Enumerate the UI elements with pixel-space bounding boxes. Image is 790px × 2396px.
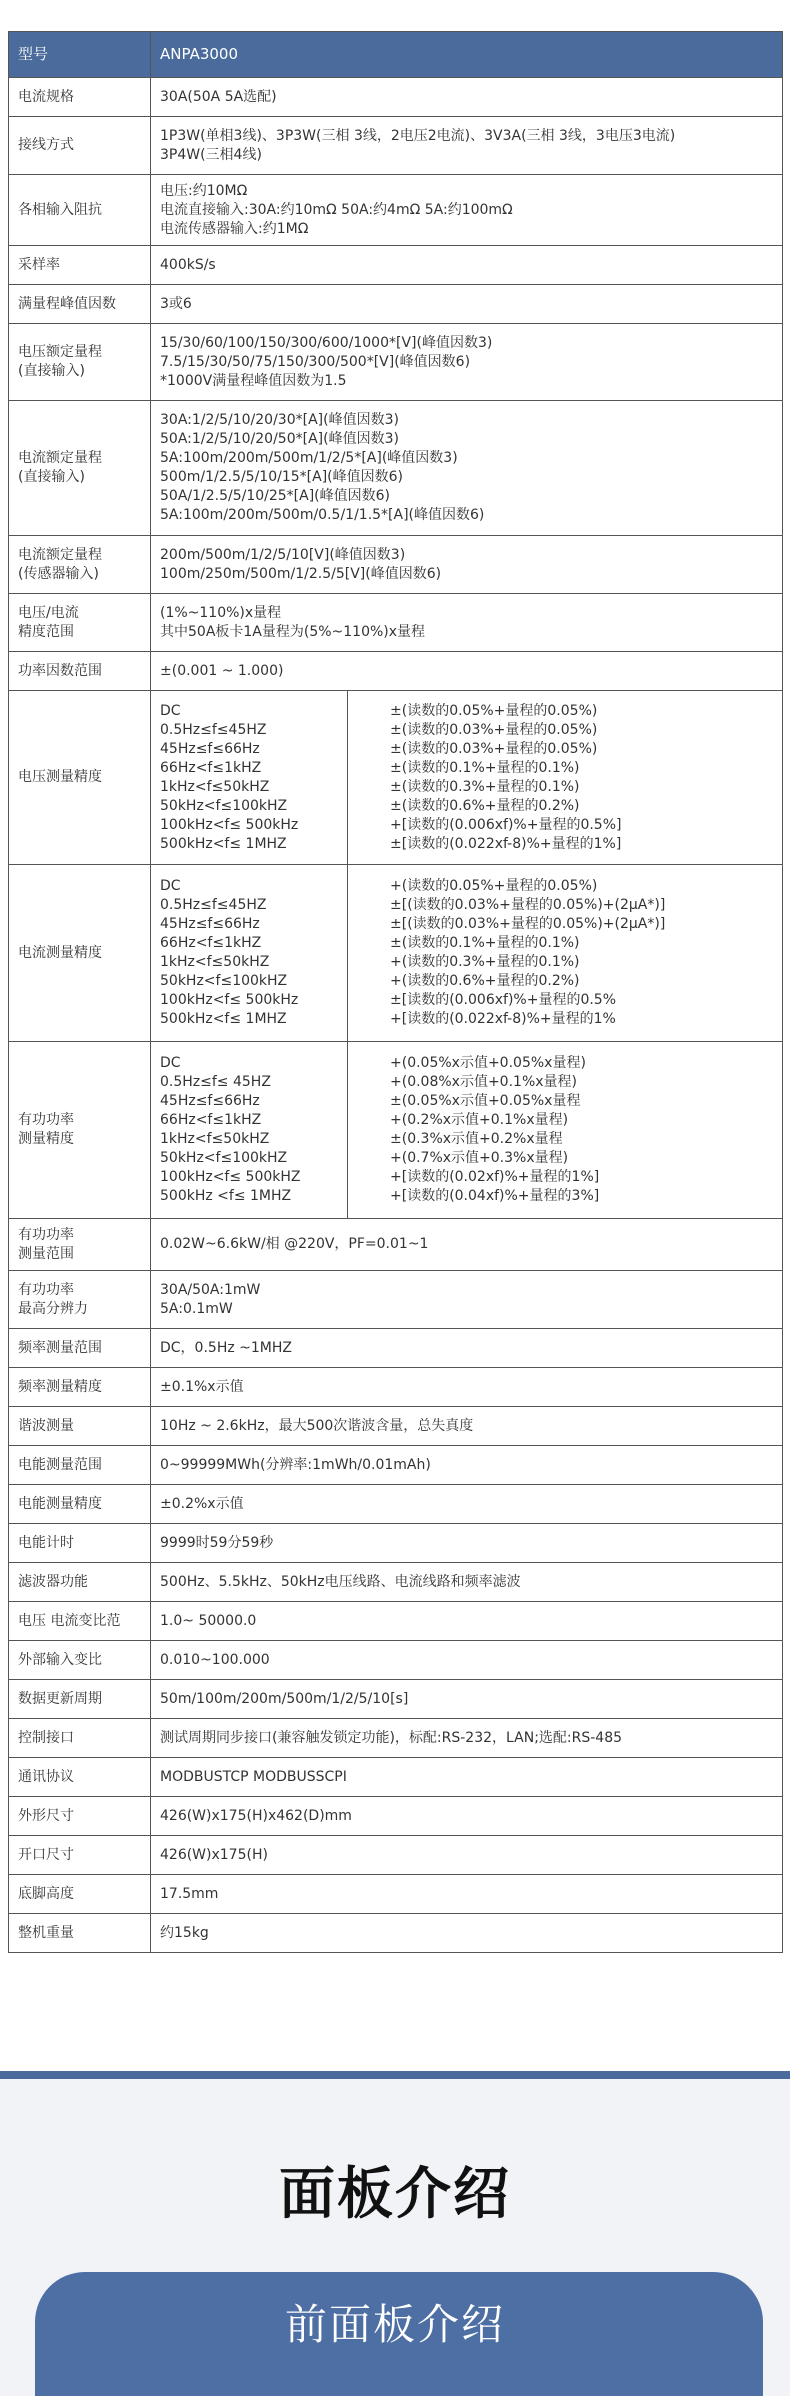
- row-label: 谐波测量: [9, 1407, 151, 1446]
- row-value: MODBUSTCP MODBUSSCPI: [151, 1758, 783, 1797]
- table-row: [9, 1368, 783, 1407]
- row-label: 电压 电流变比范: [9, 1602, 151, 1641]
- row-label: 电压/电流 精度范围: [9, 594, 151, 652]
- model-value: ANPA3000: [151, 32, 783, 78]
- row-value: 50m/100m/200m/500m/1/2/5/10[s]: [151, 1680, 783, 1719]
- row-value: 17.5mm: [151, 1875, 783, 1914]
- row-label: 频率测量范围: [9, 1329, 151, 1368]
- table-row: [9, 1446, 783, 1485]
- table-row: [9, 1407, 783, 1446]
- row-value: ±(0.001 ~ 1.000): [151, 652, 783, 691]
- row-label: 电流测量精度: [9, 865, 151, 1042]
- table-row: [9, 1875, 783, 1914]
- table-row: [9, 1836, 783, 1875]
- row-value: 0.02W~6.6kW/相 @220V，PF=0.01~1: [151, 1219, 783, 1271]
- row-label: 电压额定量程 (直接输入): [9, 324, 151, 401]
- row-label: 控制接口: [9, 1719, 151, 1758]
- row-value: 1.0~ 50000.0: [151, 1602, 783, 1641]
- table-row: [9, 1485, 783, 1524]
- table-row: [9, 1758, 783, 1797]
- table-row: [9, 1719, 783, 1758]
- table-row: [9, 1680, 783, 1719]
- table-row: [9, 1219, 783, 1271]
- spec-table: [8, 31, 783, 1953]
- row-value: DC，0.5Hz ~1MHZ: [151, 1329, 783, 1368]
- row-value: 0~99999MWh(分辨率:1mWh/0.01mAh): [151, 1446, 783, 1485]
- table-row: [9, 1042, 783, 1219]
- row-value: 30A/50A:1mW 5A:0.1mW: [151, 1271, 783, 1329]
- row-label: 外形尺寸: [9, 1797, 151, 1836]
- row-label: 外部输入变比: [9, 1641, 151, 1680]
- table-row: [9, 1914, 783, 1953]
- row-value: (1%~110%)x量程 其中50A板卡1A量程为(5%~110%)x量程: [151, 594, 783, 652]
- table-row: [9, 175, 783, 246]
- table-row: [9, 536, 783, 594]
- accuracy-list: +(0.05%x示值+0.05%x量程) +(0.08%x示值+0.1%x量程) ±(0.05%x示值+0.05%x量程 +(0.2%x示值+0.1%x量程) ±(0.3%x示值+0.2%x量程 +(0.7%x示值+0.3%x量程) +[读数的(0.02xf)%+量程的1%] +[读数的(0.04xf)%+量程的3%]: [348, 1042, 783, 1219]
- table-row: [9, 246, 783, 285]
- row-value: 426(W)x175(H)x462(D)mm: [151, 1797, 783, 1836]
- row-label: 频率测量精度: [9, 1368, 151, 1407]
- row-value: 约15kg: [151, 1914, 783, 1953]
- row-value: 500Hz、5.5kHz、50kHz电压线路、电流线路和频率滤波: [151, 1563, 783, 1602]
- row-value: 200m/500m/1/2/5/10[V](峰值因数3) 100m/250m/500m/1/2.5/5[V](峰值因数6): [151, 536, 783, 594]
- row-label: 采样率: [9, 246, 151, 285]
- row-label: 有功功率 测量精度: [9, 1042, 151, 1219]
- row-value: ±0.1%x示值: [151, 1368, 783, 1407]
- row-value: 电压:约10MΩ 电流直接输入:30A:约10mΩ 50A:约4mΩ 5A:约100mΩ 电流传感器输入:约1MΩ: [151, 175, 783, 246]
- table-row: [9, 1641, 783, 1680]
- section-divider: [0, 2071, 790, 2079]
- row-label: 电能计时: [9, 1524, 151, 1563]
- row-value: 10Hz ~ 2.6kHz，最大500次谐波含量，总失真度: [151, 1407, 783, 1446]
- table-row: [9, 117, 783, 175]
- panel-intro-title: 面板介绍: [279, 2162, 511, 2227]
- row-value: 测试周期同步接口(兼容触发锁定功能)，标配:RS-232，LAN;选配:RS-485: [151, 1719, 783, 1758]
- row-label: 数据更新周期: [9, 1680, 151, 1719]
- row-value: 15/30/60/100/150/300/600/1000*[V](峰值因数3) 7.5/15/30/50/75/150/300/500*[V](峰值因数6) *1000V满量程峰值因数为1.5: [151, 324, 783, 401]
- table-row: [9, 78, 783, 117]
- table-header-row: [9, 32, 783, 78]
- row-label: 满量程峰值因数: [9, 285, 151, 324]
- row-value: 9999时59分59秒: [151, 1524, 783, 1563]
- row-value: ±0.2%x示值: [151, 1485, 783, 1524]
- row-value: 3或6: [151, 285, 783, 324]
- row-value: 400kS/s: [151, 246, 783, 285]
- table-row: [9, 1329, 783, 1368]
- table-row: [9, 1602, 783, 1641]
- row-label: 滤波器功能: [9, 1563, 151, 1602]
- row-label: 通讯协议: [9, 1758, 151, 1797]
- table-row: [9, 865, 783, 1042]
- frequency-range-list: DC 0.5Hz≤f≤45HZ 45Hz≤f≤66Hz 66Hz<f≤1kHZ 1kHz<f≤50kHZ 50kHz<f≤100kHZ 100kHz<f≤ 500kHz 500kHz<f≤ 1MHZ: [151, 691, 348, 865]
- model-label: 型号: [9, 32, 151, 78]
- table-row: [9, 1271, 783, 1329]
- row-label: 功率因数范围: [9, 652, 151, 691]
- row-label: 电流额定量程 (直接输入): [9, 401, 151, 536]
- row-label: 接线方式: [9, 117, 151, 175]
- table-row: [9, 1524, 783, 1563]
- row-label: 各相输入阻抗: [9, 175, 151, 246]
- row-label: 有功功率 最高分辨力: [9, 1271, 151, 1329]
- row-value: 426(W)x175(H): [151, 1836, 783, 1875]
- row-value: 30A(50A 5A选配): [151, 78, 783, 117]
- table-row: [9, 594, 783, 652]
- table-row: [9, 691, 783, 865]
- table-row: [9, 324, 783, 401]
- row-label: 有功功率 测量范围: [9, 1219, 151, 1271]
- row-label: 整机重量: [9, 1914, 151, 1953]
- front-panel-title: 前面板介绍: [284, 2300, 505, 2349]
- accuracy-list: +(读数的0.05%+量程的0.05%) ±[(读数的0.03%+量程的0.05%)+(2μA*)] ±[(读数的0.03%+量程的0.05%)+(2μA*)] ±(读数的0.1%+量程的0.1%) +(读数的0.3%+量程的0.1%) +(读数的0.6%+量程的0.2%) ±[读数的(0.006xf)%+量程的0.5% +[读数的(0.022xf-8)%+量程的1%: [348, 865, 783, 1042]
- row-label: 电能测量范围: [9, 1446, 151, 1485]
- table-row: [9, 1797, 783, 1836]
- row-value: 30A:1/2/5/10/20/30*[A](峰值因数3) 50A:1/2/5/10/20/50*[A](峰值因数3) 5A:100m/200m/500m/1/2/5*[A](峰值因数3) 500m/1/2.5/5/10/15*[A](峰值因数6) 50A/1/2.5/5/10/25*[A](峰值因数6) 5A:100m/200m/500m/0.5/1/1.5*[A](峰值因数6): [151, 401, 783, 536]
- row-label: 电流规格: [9, 78, 151, 117]
- row-label: 电流额定量程 (传感器输入): [9, 536, 151, 594]
- accuracy-list: ±(读数的0.05%+量程的0.05%) ±(读数的0.03%+量程的0.05%) ±(读数的0.03%+量程的0.05%) ±(读数的0.1%+量程的0.1%) ±(读数的0.3%+量程的0.1%) ±(读数的0.6%+量程的0.2%) +[读数的(0.006xf)%+量程的0.5%] ±[读数的(0.022xf-8)%+量程的1%]: [348, 691, 783, 865]
- table-row: [9, 401, 783, 536]
- row-label: 开口尺寸: [9, 1836, 151, 1875]
- row-label: 底脚高度: [9, 1875, 151, 1914]
- row-value: 1P3W(单相3线)、3P3W(三相 3线，2电压2电流)、3V3A(三相 3线，3电压3电流) 3P4W(三相4线): [151, 117, 783, 175]
- row-value: 0.010~100.000: [151, 1641, 783, 1680]
- frequency-range-list: DC 0.5Hz≤f≤45HZ 45Hz≤f≤66Hz 66Hz<f≤1kHZ 1kHz<f≤50kHZ 50kHz<f≤100kHZ 100kHz<f≤ 500kHz 500kHz<f≤ 1MHZ: [151, 865, 348, 1042]
- table-row: [9, 285, 783, 324]
- table-row: [9, 1563, 783, 1602]
- frequency-range-list: DC 0.5Hz≤f≤ 45HZ 45Hz≤f≤66Hz 66Hz<f≤1kHZ 1kHz<f≤50kHZ 50kHz<f≤100kHZ 100kHz<f≤ 500kHZ 500kHz <f≤ 1MHZ: [151, 1042, 348, 1219]
- row-label: 电能测量精度: [9, 1485, 151, 1524]
- row-label: 电压测量精度: [9, 691, 151, 865]
- table-row: [9, 652, 783, 691]
